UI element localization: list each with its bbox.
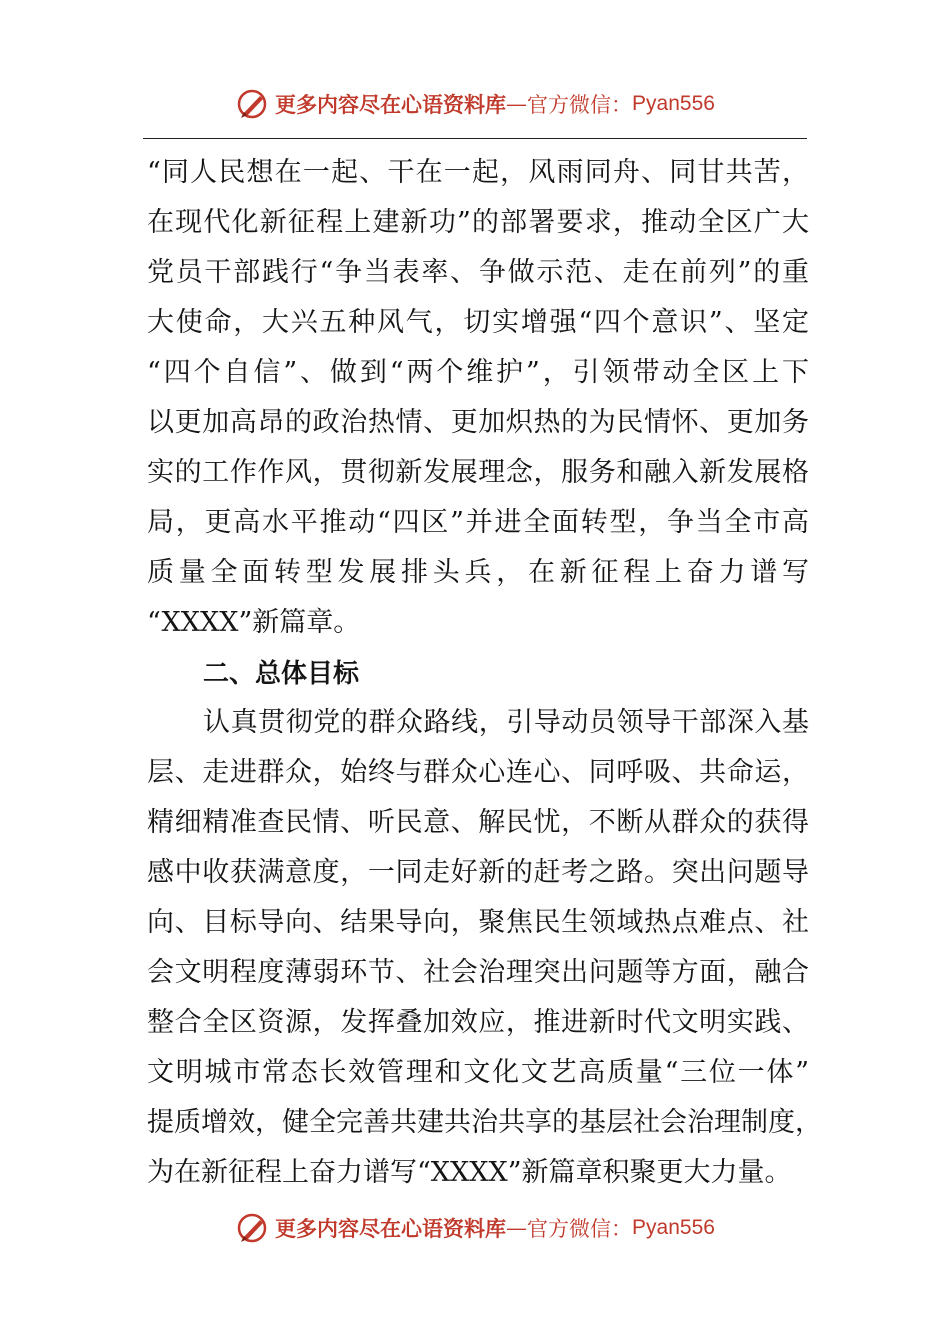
text-line: 大使命，大兴五种风气，切实增强“四个意识”、坚定 [147, 307, 809, 338]
paragraph-1 [147, 148, 809, 648]
text-line: 层、走进群众，始终与群众心连心、同呼吸、共命运， [147, 757, 809, 788]
text-line: 提质增效，健全完善共建共治共享的基层社会治理制度， [147, 1107, 822, 1138]
text-line: 向、目标导向、结果导向，聚焦民生领域热点难点、社 [147, 907, 809, 938]
text-line: “四个自信”、做到“两个维护”，引领带动全区上下 [147, 357, 809, 388]
paragraph-2 [147, 698, 822, 1198]
text-line: 在现代化新征程上建新功”的部署要求，推动全区广大 [147, 207, 809, 238]
header-rule [143, 138, 807, 139]
banner-title: 更多内容尽在心语资料库 [275, 1216, 507, 1241]
pen-logo-icon [235, 1211, 269, 1245]
text-line: “同人民想在一起、干在一起，风雨同舟、同甘共苦， [147, 157, 809, 188]
text-line: 整合全区资源，发挥叠加效应，推进新时代文明实践、 [147, 1007, 809, 1038]
text-line: 感中收获满意度，一同走好新的赶考之路。突出问题导 [147, 857, 809, 888]
text-line: 认真贯彻党的群众路线，引导动员领导干部深入基 [203, 707, 809, 738]
text-line: 精细精准查民情、听民意、解民忧，不断从群众的获得 [147, 807, 809, 838]
banner-separator: — [506, 92, 528, 116]
footer-banner [0, 1208, 950, 1248]
section-heading: 二、总体目标 [203, 658, 360, 688]
header-banner [0, 84, 950, 124]
text-line: 以更加高昂的政治热情、更加炽热的为民情怀、更加务 [147, 407, 809, 438]
banner-wechat-id: Pyan556 [632, 1216, 715, 1239]
text-line: 局，更高水平推动“四区”并进全面转型，争当全市高 [147, 507, 809, 538]
document-body [147, 148, 822, 1198]
banner-wechat-id: Pyan556 [632, 92, 715, 115]
text-line: 文明城市常态长效管理和文化文艺高质量“三位一体” [147, 1057, 809, 1088]
pen-logo-icon [235, 87, 269, 121]
banner-title: 更多内容尽在心语资料库 [275, 92, 507, 117]
text-line: “XXXX”新篇章。 [147, 607, 361, 638]
text-line: 会文明程度薄弱环节、社会治理突出问题等方面，融合 [147, 957, 809, 988]
banner-separator: — [506, 1216, 528, 1240]
banner-wechat-label: 官方微信： [527, 1217, 633, 1241]
text-line: 党员干部践行“争当表率、争做示范、走在前列”的重 [147, 257, 809, 288]
banner-wechat-label: 官方微信： [527, 93, 633, 117]
text-line: 实的工作作风，贯彻新发展理念，服务和融入新发展格 [147, 457, 809, 488]
text-line: 为在新征程上奋力谱写“XXXX”新篇章积聚更大力量。 [147, 1157, 792, 1188]
text-line: 质量全面转型发展排头兵，在新征程上奋力谱写 [147, 557, 809, 588]
